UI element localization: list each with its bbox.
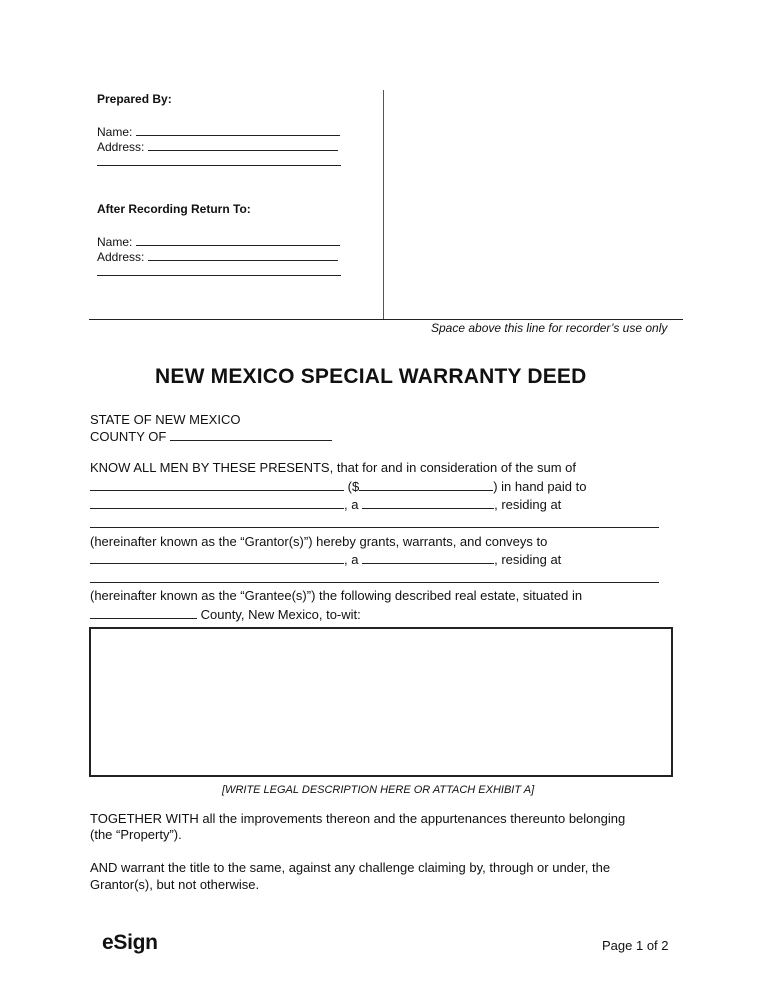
prepared-by-address-row [97, 139, 338, 155]
recorder-divider-horizontal [89, 319, 683, 320]
grantor-clause: (hereinafter known as the “Grantor(s)”) hereby grants, warrants, and conveys to [90, 534, 548, 549]
consideration-amount-field[interactable] [359, 479, 493, 491]
together-with-line1: TOGETHER WITH all the improvements thereon and the appurtenances thereunto belonging [90, 811, 626, 826]
prepared-by-name-row [97, 124, 340, 140]
prepared-by-name-label: Name: [97, 125, 133, 139]
page-title: NEW MEXICO SPECIAL WARRANTY DEED [155, 365, 587, 388]
prepared-by-address-line2[interactable] [97, 165, 341, 166]
property-county-suffix: County, New Mexico, to-wit: [200, 607, 361, 622]
prepared-by-address-label: Address: [97, 140, 145, 154]
prepared-by-name-field[interactable] [136, 124, 340, 136]
grantee-clause: (hereinafter known as the “Grantee(s)”) the following described real estate, situated in [90, 588, 583, 603]
state-line: STATE OF NEW MEXICO [90, 412, 241, 427]
grantor-status-field[interactable] [362, 497, 494, 509]
grantee-address-field[interactable] [90, 582, 659, 583]
return-to-address-row [97, 249, 338, 265]
return-to-name-label: Name: [97, 235, 133, 249]
grantor-residing-text: , residing at [494, 497, 562, 512]
together-with-line2: (the “Property”). [90, 827, 182, 842]
consideration-words-field[interactable] [90, 479, 344, 491]
property-county-row [90, 607, 361, 622]
grantee-name-field[interactable] [90, 552, 344, 564]
county-row [90, 429, 332, 444]
return-to-address-line2[interactable] [97, 275, 341, 276]
grantor-row [90, 497, 561, 512]
recorder-divider-vertical [383, 90, 384, 320]
warrant-line2: Grantor(s), but not otherwise. [90, 877, 260, 892]
grantee-residing-text: , residing at [494, 552, 562, 567]
recorder-use-note: Space above this line for recorder’s use only [431, 321, 668, 335]
grantor-name-field[interactable] [90, 497, 344, 509]
county-field[interactable] [170, 429, 332, 441]
return-to-name-row [97, 234, 340, 250]
prepared-by-heading: Prepared By: [97, 92, 172, 106]
dollar-open: ($ [347, 479, 360, 494]
return-to-heading: After Recording Return To: [97, 202, 251, 216]
esign-logo: eSign [102, 931, 158, 954]
return-to-address-field[interactable] [148, 249, 338, 261]
county-label: COUNTY OF [90, 429, 167, 444]
consideration-intro: KNOW ALL MEN BY THESE PRESENTS, that for and in consideration of the sum of [90, 460, 577, 475]
grantee-row [90, 552, 561, 567]
paid-to-text: ) in hand paid to [493, 479, 587, 494]
property-county-field[interactable] [90, 607, 197, 619]
warrant-line1: AND warrant the title to the same, against any challenge claiming by, through or under, the [90, 860, 611, 875]
return-to-name-field[interactable] [136, 234, 340, 246]
grantee-a-text: , a [344, 552, 359, 567]
return-to-address-label: Address: [97, 250, 145, 264]
legal-description-caption: [WRITE LEGAL DESCRIPTION HERE OR ATTACH EXHIBIT A] [222, 784, 535, 796]
page-number: Page 1 of 2 [602, 938, 669, 953]
grantor-address-field[interactable] [90, 527, 659, 528]
legal-description-box[interactable] [89, 627, 673, 777]
prepared-by-address-field[interactable] [148, 139, 338, 151]
grantor-a-text: , a [344, 497, 359, 512]
consideration-row [90, 479, 586, 494]
grantee-status-field[interactable] [362, 552, 494, 564]
